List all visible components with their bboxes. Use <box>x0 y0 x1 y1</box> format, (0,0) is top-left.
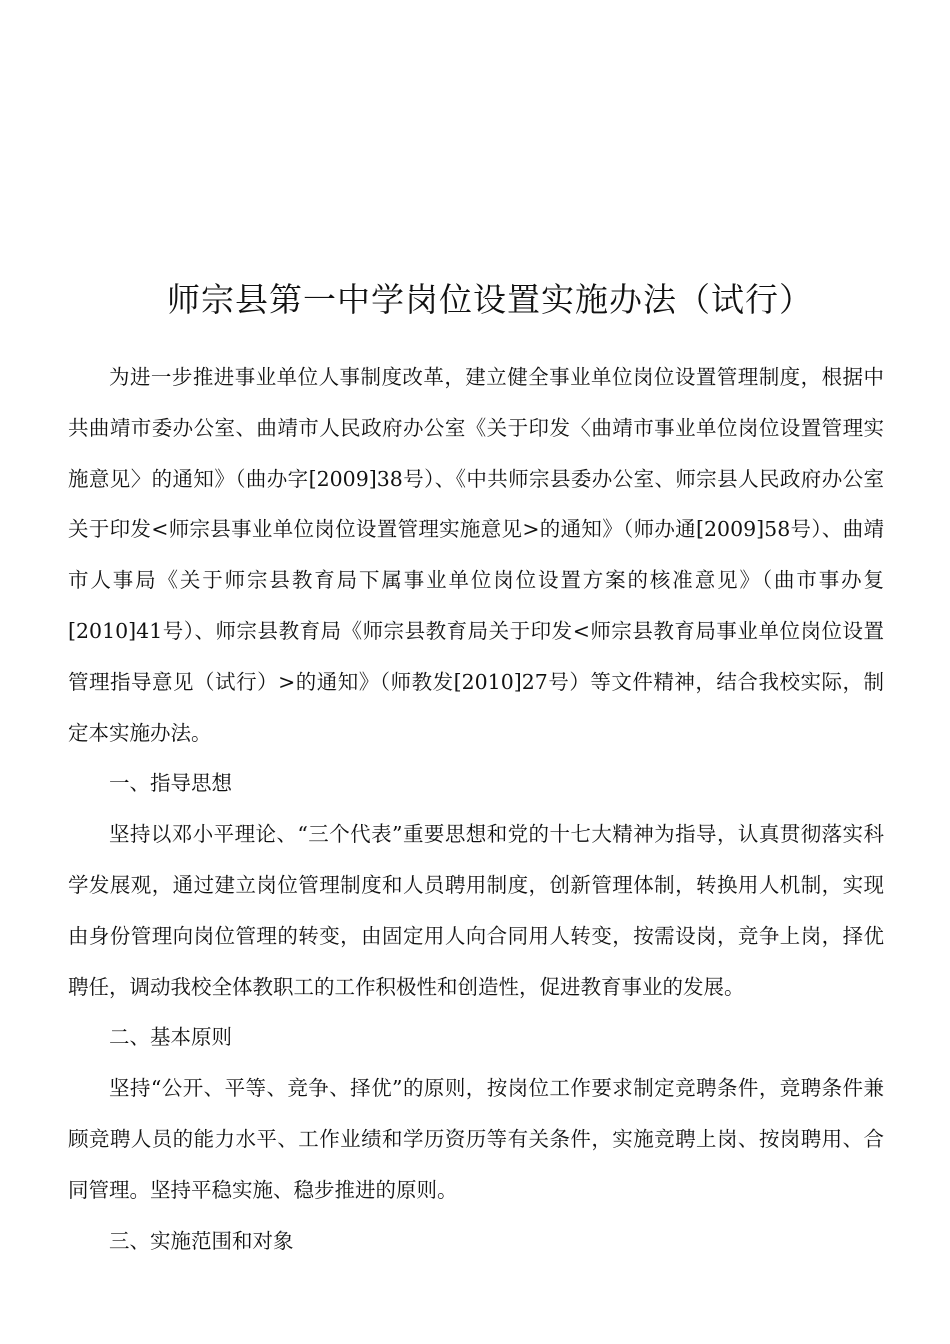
basic-principles-paragraph: 坚持“公开、平等、竞争、择优”的原则，按岗位工作要求制定竞聘条件，竞聘条件兼顾竞聘人员的能力水平、工作业绩和学历资历等有关条件，实施竞聘上岗、按岗聘用、合同管理。坚持平稳实施、稳步推进的原则。 <box>68 1076 884 1202</box>
intro-paragraph: 为进一步推进事业单位人事制度改革，建立健全事业单位岗位设置管理制度，根据中共曲靖市委办公室、曲靖市人民政府办公室《关于印发〈曲靖市事业单位岗位设置管理实施意见〉的通知》（曲办字[2009]38号）、《中共师宗县委办公室、师宗县人民政府办公室关于印发<师宗县事业单位岗位设置管理实施意见>的通知》（师办通[2009]58号）、曲靖市人事局《关于师宗县教育局下属事业单位岗位设置方案的核准意见》（曲市事办复[2010]41号）、师宗县教育局《师宗县教育局关于印发<师宗县教育局事业单位岗位设置管理指导意见（试行）>的通知》（师教发[2010]27号）等文件精神，结合我校实际，制定本实施办法。 <box>68 365 884 745</box>
section-heading-scope-and-targets: 三、实施范围和对象 <box>109 1228 294 1253</box>
guiding-ideology-paragraph: 坚持以邓小平理论、“三个代表”重要思想和党的十七大精神为指导，认真贯彻落实科学发展观，通过建立岗位管理制度和人员聘用制度，创新管理体制，转换用人机制，实现由身份管理向岗位管理的转变，由固定用人向合同用人转变，按需设岗，竞争上岗，择优聘任，调动我校全体教职工的工作积极性和创造性，促进教育事业的发展。 <box>68 822 884 999</box>
section-heading-guiding-ideology: 一、指导思想 <box>109 771 232 796</box>
document-title: 师宗县第一中学岗位设置实施办法（试行） <box>167 280 813 319</box>
document-body <box>68 352 884 1266</box>
section-heading-basic-principles: 二、基本原则 <box>109 1025 232 1050</box>
